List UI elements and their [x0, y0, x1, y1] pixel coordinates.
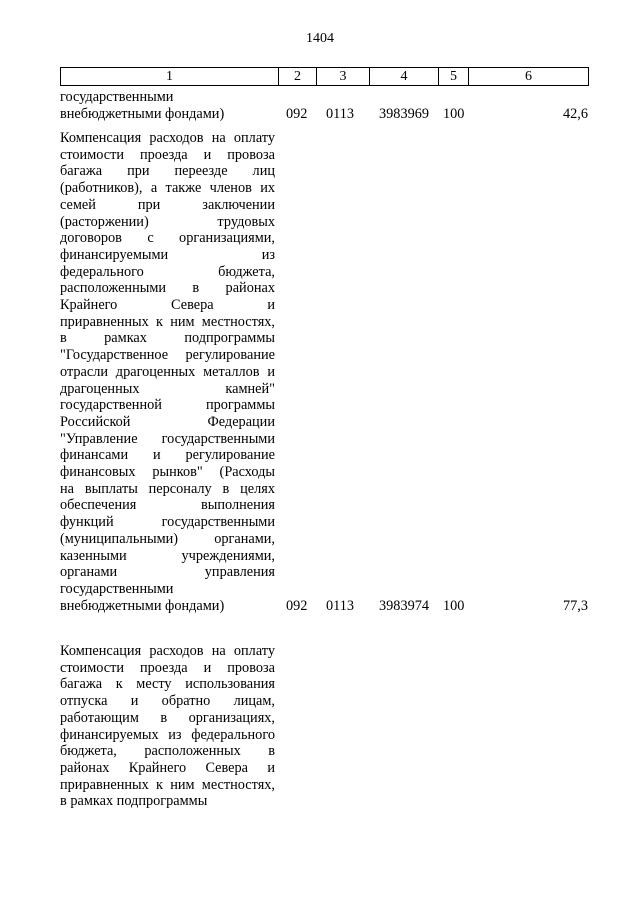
- cell-c5: 100: [443, 597, 465, 614]
- description-line: отрасли драгоценных металлов и: [60, 363, 275, 380]
- description-line: работающим в организациях,: [60, 709, 275, 726]
- cell-c2: 092: [286, 105, 308, 122]
- column-header-4: 4: [370, 68, 439, 86]
- description-line: приравненных к ним местностях,: [60, 313, 275, 330]
- cell-c4: 3983969: [379, 105, 430, 122]
- description-line: финансируемых из федерального: [60, 726, 275, 743]
- description-line: государственными: [60, 580, 174, 597]
- description-line: стоимости проезда и провоза: [60, 659, 275, 676]
- cell-c5: 100: [443, 105, 465, 122]
- column-header-6: 6: [469, 68, 589, 86]
- description-line: "Управление государственными: [60, 430, 275, 447]
- description-line: государственными: [60, 89, 174, 105]
- description-line: федерального бюджета,: [60, 263, 275, 280]
- description-line: обеспечения выполнения: [60, 497, 275, 514]
- column-header-1: 1: [61, 68, 279, 86]
- cell-c3: 0113: [326, 105, 355, 122]
- description-line: семей при заключении: [60, 196, 275, 213]
- description-line: внебюджетными фондами): [60, 105, 225, 122]
- description-line: отпуска и обратно лицам,: [60, 693, 275, 710]
- column-header-table: [60, 67, 589, 86]
- description-line: расположенными в районах: [60, 280, 275, 297]
- description-line: государственной программы: [60, 397, 275, 414]
- page-number: 1404: [306, 31, 334, 46]
- column-header-row: [61, 68, 589, 86]
- description-line: Компенсация расходов на оплату: [60, 130, 275, 146]
- column-header-5: 5: [439, 68, 469, 86]
- description-line: (работников), а также членов их: [60, 180, 275, 197]
- description-line: Российской Федерации: [60, 413, 275, 430]
- description-line: функций государственными: [60, 514, 275, 531]
- description-line: (расторжении) трудовых: [60, 213, 275, 230]
- row-description: [60, 130, 275, 614]
- cell-c4: 3983974: [379, 597, 430, 614]
- row-description: [60, 89, 275, 122]
- cell-c6: 42,6: [562, 105, 588, 122]
- description-line: в рамках подпрограммы: [60, 793, 208, 810]
- cell-c6: 77,3: [562, 597, 588, 614]
- description-line: (муниципальными) органами,: [60, 530, 275, 547]
- description-line: финансовых рынков" (Расходы: [60, 464, 275, 481]
- column-header-3: 3: [317, 68, 370, 86]
- description-line: районах Крайнего Севера и: [60, 759, 275, 776]
- cell-c3: 0113: [326, 597, 355, 614]
- description-line: финансируемыми из: [60, 246, 275, 263]
- description-line: внебюджетными фондами): [60, 597, 225, 614]
- description-line: Компенсация расходов на оплату: [60, 643, 275, 659]
- cell-c2: 092: [286, 597, 308, 614]
- description-line: Крайнего Севера и: [60, 297, 275, 314]
- description-line: приравненных к ним местностях,: [60, 776, 275, 793]
- description-line: багажа к месту использования: [60, 676, 275, 693]
- description-line: драгоценных камней": [60, 380, 275, 397]
- description-line: казенными учреждениями,: [60, 547, 275, 564]
- description-line: договоров с организациями,: [60, 230, 275, 247]
- description-line: органами управления: [60, 564, 275, 581]
- column-header-2: 2: [279, 68, 317, 86]
- description-line: в рамках подпрограммы: [60, 330, 275, 347]
- description-line: бюджета, расположенных в: [60, 743, 275, 760]
- description-line: стоимости проезда и провоза: [60, 146, 275, 163]
- description-line: финансами и регулирование: [60, 447, 275, 464]
- description-line: на выплаты персоналу в целях: [60, 480, 275, 497]
- row-description: [60, 643, 275, 810]
- description-line: "Государственное регулирование: [60, 347, 275, 364]
- description-line: багажа при переезде лиц: [60, 163, 275, 180]
